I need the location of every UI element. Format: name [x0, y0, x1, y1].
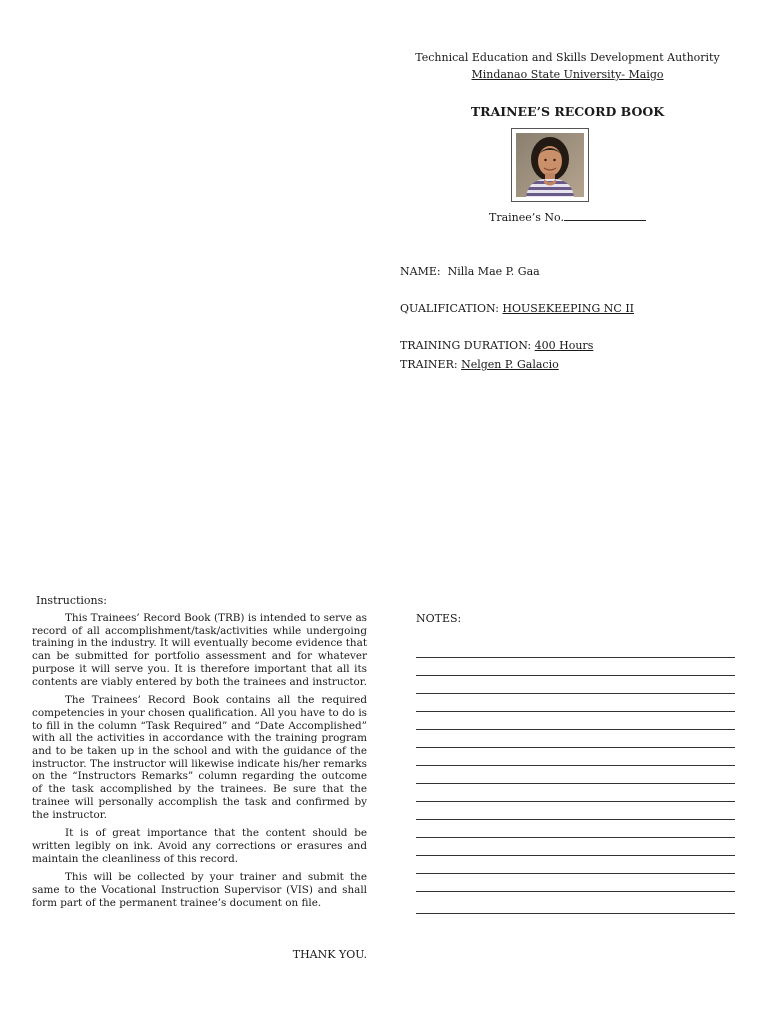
note-line: [416, 693, 735, 694]
school-name: Mindanao State University- Maigo: [471, 68, 664, 81]
instructions-paragraph: This Trainees’ Record Book (TRB) is intended to serve as record of all accomplishment/task/activities while undergoing training in the industry. It will eventually become evidence that can be submitted for portfolio assessment and for whatever purpose it will serve you. It is therefore important that all its contents are viably entered by both the trainees and instructor.: [32, 612, 367, 688]
document-header: [400, 49, 735, 83]
trainee-photo: [511, 128, 589, 202]
trainee-number-field: [400, 210, 735, 224]
instructions-body: [32, 612, 367, 915]
instructions-paragraph: The Trainees’ Record Book contains all the required competencies in your chosen qualification. All you have to do is to fill in the column “Task Required” and “Date Accomplished” with all the activities in accordance with the training program and to be taken up in the school and with the guidance of the instructor. The instructor will likewise indicate his/her remarks on the “Instructors Remarks” column regarding the outcome of the task accomplished by the trainees. Be sure that the trainee will personally accomplish the task and confirmed by the instructor.: [32, 694, 367, 821]
note-line: [416, 873, 735, 874]
note-line: [416, 855, 735, 856]
training-duration-value: 400 Hours: [534, 339, 594, 352]
note-line: [416, 837, 735, 838]
closing-text: THANK YOU.: [292, 948, 367, 961]
name-label: NAME:: [400, 265, 441, 278]
training-duration-label: TRAINING DURATION:: [400, 339, 532, 352]
note-line: [416, 913, 735, 914]
trainee-number-blank: [564, 210, 646, 221]
name-field: [400, 265, 540, 278]
trainer-field: [400, 358, 559, 371]
qualification-field: [400, 302, 634, 315]
trainer-value: Nelgen P. Galacio: [461, 358, 559, 371]
instructions-paragraph: This will be collected by your trainer and submit the same to the Vocational Instruction Supervisor (VIS) and shall form part of the permanent trainee’s document on file.: [32, 871, 367, 909]
note-line: [416, 783, 735, 784]
trainer-label: TRAINER:: [400, 358, 458, 371]
page-title: TRAINEE’S RECORD BOOK: [470, 104, 665, 119]
instructions-paragraph: It is of great importance that the content should be written legibly on ink. Avoid any corrections or erasures and maintain the cleanliness of this record.: [32, 827, 367, 865]
training-duration-field: [400, 339, 593, 352]
note-line: [416, 657, 735, 658]
notes-label: NOTES:: [416, 612, 462, 625]
note-line: [416, 729, 735, 730]
qualification-label: QUALIFICATION:: [400, 302, 499, 315]
note-line: [416, 801, 735, 802]
note-line: [416, 765, 735, 766]
note-line: [416, 675, 735, 676]
trainee-number-label: Trainee’s No.: [489, 211, 564, 224]
portrait-image: [516, 133, 584, 197]
instructions-heading: Instructions:: [36, 594, 107, 607]
note-line: [416, 819, 735, 820]
note-line: [416, 747, 735, 748]
note-line: [416, 891, 735, 892]
note-line: [416, 711, 735, 712]
agency-name: Technical Education and Skills Development Authority: [415, 51, 720, 64]
name-value: Nilla Mae P. Gaa: [447, 265, 540, 278]
qualification-value: HOUSEKEEPING NC II: [502, 302, 635, 315]
